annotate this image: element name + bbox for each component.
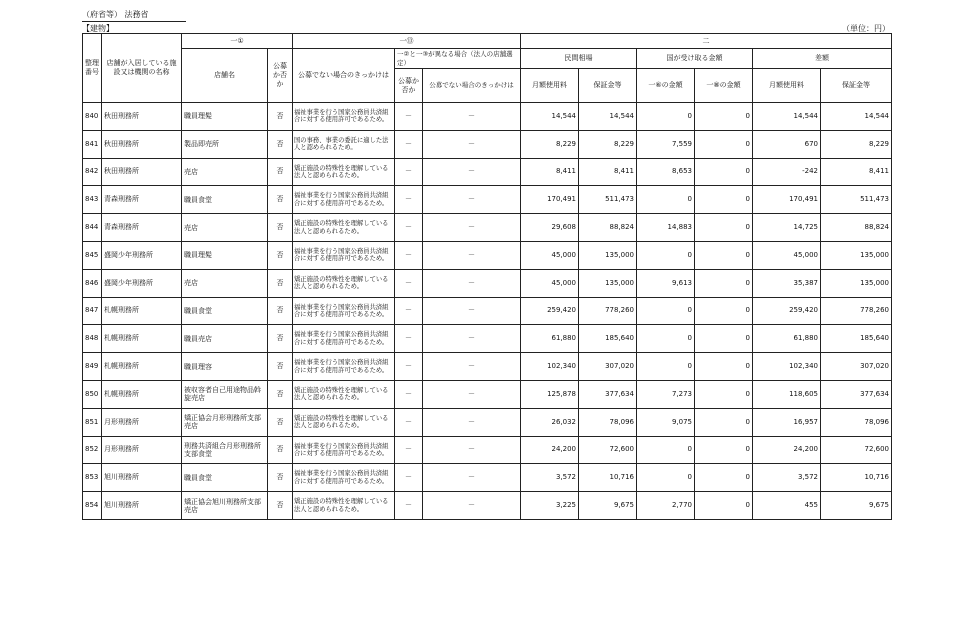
row-diff-deposit: 778,260	[821, 297, 892, 325]
row-public: 否	[268, 158, 293, 186]
row-diff-monthly: 670	[753, 130, 821, 158]
table-row	[83, 241, 892, 269]
row-amount8: 0	[695, 269, 753, 297]
row-shop: 職員食堂	[182, 297, 268, 325]
row-public: 否	[268, 408, 293, 436]
row-diff-deposit: 185,640	[821, 325, 892, 353]
row-no: 848	[83, 325, 102, 353]
row-diff-monthly: 14,725	[753, 214, 821, 242]
row-amount6: 8,653	[637, 158, 695, 186]
row-shop: 売店	[182, 269, 268, 297]
row-reason: 矯正施設の特殊性を理解している法人と認められるため。	[293, 380, 395, 408]
row-monthly: 45,000	[521, 269, 579, 297]
row-reason2: －	[423, 241, 521, 269]
row-reason: 福祉事業を行う国家公務員共済組合に対する使用許可であるため。	[293, 325, 395, 353]
row-public: 否	[268, 325, 293, 353]
row-diff-deposit: 14,544	[821, 103, 892, 131]
row-reason: 福祉事業を行う国家公務員共済組合に対する使用許可であるため。	[293, 297, 395, 325]
row-shop: 職員理容	[182, 353, 268, 381]
col-monthly: 月額使用料	[521, 69, 579, 103]
row-public2: －	[395, 436, 423, 464]
row-reason2: －	[423, 492, 521, 520]
row-monthly: 24,200	[521, 436, 579, 464]
row-shop: 矯正協会月形刑務所支部売店	[182, 408, 268, 436]
row-public: 否	[268, 492, 293, 520]
row-public2: －	[395, 214, 423, 242]
col-amount8: 一⑧の金額	[695, 69, 753, 103]
row-shop: 職員理髪	[182, 103, 268, 131]
row-amount8: 0	[695, 241, 753, 269]
row-reason2: －	[423, 158, 521, 186]
row-public: 否	[268, 297, 293, 325]
col-deposit: 保証金等	[579, 69, 637, 103]
row-diff-monthly: 24,200	[753, 436, 821, 464]
row-amount8: 0	[695, 158, 753, 186]
row-diff-monthly: 118,605	[753, 380, 821, 408]
row-deposit: 511,473	[579, 186, 637, 214]
row-reason: 矯正施設の特殊性を理解している法人と認められるため。	[293, 492, 395, 520]
row-public2: －	[395, 408, 423, 436]
row-reason: 矯正施設の特殊性を理解している法人と認められるため。	[293, 269, 395, 297]
row-amount8: 0	[695, 380, 753, 408]
row-diff-monthly: 61,880	[753, 325, 821, 353]
row-facility: 旭川刑務所	[102, 464, 182, 492]
row-reason: 福祉事業を行う国家公務員共済組合に対する使用許可であるため。	[293, 436, 395, 464]
col-market: 民間相場	[521, 49, 637, 69]
row-no: 844	[83, 214, 102, 242]
table-row	[83, 353, 892, 381]
row-public2: －	[395, 130, 423, 158]
col-national: 国が受け取る金額	[637, 49, 753, 69]
col-reason: 公募でない場合のきっかけは	[293, 49, 395, 103]
row-shop: 刑務共済組合月形刑務所支部食堂	[182, 436, 268, 464]
row-facility: 秋田刑務所	[102, 103, 182, 131]
row-facility: 札幌刑務所	[102, 297, 182, 325]
row-amount6: 0	[637, 186, 695, 214]
row-reason: 福祉事業を行う国家公務員共済組合に対する使用許可であるため。	[293, 103, 395, 131]
row-deposit: 185,640	[579, 325, 637, 353]
row-amount6: 7,273	[637, 380, 695, 408]
col-group-2: 二	[521, 34, 892, 49]
row-amount8: 0	[695, 214, 753, 242]
row-deposit: 8,411	[579, 158, 637, 186]
col-sub-23: 一②と一③が異なる場合（法人の店舗選定）	[395, 49, 521, 69]
row-diff-deposit: 88,824	[821, 214, 892, 242]
row-deposit: 8,229	[579, 130, 637, 158]
row-reason2: －	[423, 130, 521, 158]
row-no: 846	[83, 269, 102, 297]
table-row	[83, 214, 892, 242]
row-amount8: 0	[695, 325, 753, 353]
row-diff-deposit: 8,411	[821, 158, 892, 186]
row-monthly: 102,340	[521, 353, 579, 381]
row-facility: 月形刑務所	[102, 408, 182, 436]
row-amount6: 9,613	[637, 269, 695, 297]
row-amount6: 0	[637, 464, 695, 492]
row-no: 845	[83, 241, 102, 269]
col-facility: 店舗が入居している施設又は機関の名称	[102, 34, 182, 103]
row-shop: 職員売店	[182, 325, 268, 353]
table-row	[83, 130, 892, 158]
row-reason: 福祉事業を行う国家公務員共済組合に対する使用許可であるため。	[293, 464, 395, 492]
row-diff-deposit: 10,716	[821, 464, 892, 492]
col-reason2: 公募でない場合のきっかけは	[423, 69, 521, 103]
row-reason: 福祉事業を行う国家公務員共済組合に対する使用許可であるため。	[293, 241, 395, 269]
row-public: 否	[268, 241, 293, 269]
row-no: 840	[83, 103, 102, 131]
row-reason: 矯正施設の特殊性を理解している法人と認められるため。	[293, 408, 395, 436]
row-amount6: 7,559	[637, 130, 695, 158]
table-row	[83, 103, 892, 131]
row-no: 841	[83, 130, 102, 158]
row-deposit: 307,020	[579, 353, 637, 381]
row-deposit: 778,260	[579, 297, 637, 325]
row-public2: －	[395, 353, 423, 381]
row-diff-monthly: 3,572	[753, 464, 821, 492]
row-monthly: 26,032	[521, 408, 579, 436]
row-diff-monthly: 14,544	[753, 103, 821, 131]
row-amount6: 0	[637, 241, 695, 269]
row-no: 850	[83, 380, 102, 408]
row-shop: 職員理髪	[182, 241, 268, 269]
row-diff-monthly: 259,420	[753, 297, 821, 325]
row-diff-monthly: -242	[753, 158, 821, 186]
row-reason2: －	[423, 297, 521, 325]
row-deposit: 135,000	[579, 241, 637, 269]
row-reason2: －	[423, 408, 521, 436]
row-diff-monthly: 170,491	[753, 186, 821, 214]
row-public2: －	[395, 241, 423, 269]
row-shop: 被収容者自己用途物品斡旋売店	[182, 380, 268, 408]
row-public: 否	[268, 353, 293, 381]
unit-label: （単位：円）	[842, 24, 890, 33]
row-reason2: －	[423, 353, 521, 381]
row-amount8: 0	[695, 408, 753, 436]
row-diff-deposit: 72,600	[821, 436, 892, 464]
table-header	[83, 34, 892, 103]
row-deposit: 78,096	[579, 408, 637, 436]
row-diff-deposit: 511,473	[821, 186, 892, 214]
row-facility: 盛岡少年刑務所	[102, 269, 182, 297]
row-facility: 秋田刑務所	[102, 158, 182, 186]
table-row	[83, 408, 892, 436]
col-diff: 差額	[753, 49, 892, 69]
row-amount6: 14,883	[637, 214, 695, 242]
table-body	[83, 103, 892, 520]
row-reason2: －	[423, 103, 521, 131]
row-reason: 矯正施設の特殊性を理解している法人と認められるため。	[293, 158, 395, 186]
row-diff-monthly: 102,340	[753, 353, 821, 381]
row-monthly: 8,229	[521, 130, 579, 158]
row-deposit: 14,544	[579, 103, 637, 131]
row-monthly: 3,225	[521, 492, 579, 520]
ministry-label: （府省等） 法務省	[82, 9, 186, 22]
category-label: 【建物】	[82, 24, 114, 33]
row-public: 否	[268, 103, 293, 131]
row-no: 854	[83, 492, 102, 520]
row-diff-deposit: 8,229	[821, 130, 892, 158]
row-deposit: 377,634	[579, 380, 637, 408]
row-reason2: －	[423, 214, 521, 242]
row-reason: 矯正施設の特殊性を理解している法人と認められるため。	[293, 214, 395, 242]
row-no: 852	[83, 436, 102, 464]
row-facility: 札幌刑務所	[102, 380, 182, 408]
row-public2: －	[395, 269, 423, 297]
row-facility: 青森刑務所	[102, 186, 182, 214]
row-reason2: －	[423, 436, 521, 464]
row-amount6: 0	[637, 436, 695, 464]
row-monthly: 170,491	[521, 186, 579, 214]
row-facility: 秋田刑務所	[102, 130, 182, 158]
row-public2: －	[395, 186, 423, 214]
row-monthly: 61,880	[521, 325, 579, 353]
row-facility: 旭川刑務所	[102, 492, 182, 520]
row-amount6: 0	[637, 353, 695, 381]
row-no: 843	[83, 186, 102, 214]
row-amount8: 0	[695, 464, 753, 492]
row-public: 否	[268, 380, 293, 408]
row-amount8: 0	[695, 103, 753, 131]
table-row	[83, 436, 892, 464]
row-monthly: 29,608	[521, 214, 579, 242]
row-diff-monthly: 16,957	[753, 408, 821, 436]
row-amount8: 0	[695, 353, 753, 381]
col-shop: 店舗名	[182, 49, 268, 103]
row-reason2: －	[423, 325, 521, 353]
row-no: 853	[83, 464, 102, 492]
row-diff-deposit: 78,096	[821, 408, 892, 436]
row-reason: 福祉事業を行う国家公務員共済組合に対する使用許可であるため。	[293, 353, 395, 381]
row-deposit: 72,600	[579, 436, 637, 464]
row-public: 否	[268, 130, 293, 158]
row-shop: 職員食堂	[182, 464, 268, 492]
row-deposit: 88,824	[579, 214, 637, 242]
row-diff-deposit: 307,020	[821, 353, 892, 381]
row-diff-monthly: 455	[753, 492, 821, 520]
row-deposit: 135,000	[579, 269, 637, 297]
col-amount6: 一⑥の金額	[637, 69, 695, 103]
table-row	[83, 297, 892, 325]
row-amount8: 0	[695, 130, 753, 158]
row-amount6: 0	[637, 103, 695, 131]
row-diff-deposit: 135,000	[821, 269, 892, 297]
row-shop: 矯正協会旭川刑務所支部売店	[182, 492, 268, 520]
row-amount8: 0	[695, 297, 753, 325]
row-shop: 売店	[182, 214, 268, 242]
row-public2: －	[395, 380, 423, 408]
row-monthly: 259,420	[521, 297, 579, 325]
row-facility: 札幌刑務所	[102, 325, 182, 353]
row-public2: －	[395, 325, 423, 353]
row-facility: 月形刑務所	[102, 436, 182, 464]
row-monthly: 14,544	[521, 103, 579, 131]
row-monthly: 8,411	[521, 158, 579, 186]
table-row	[83, 325, 892, 353]
col-diff-deposit: 保証金等	[821, 69, 892, 103]
col-group-1: 一①	[182, 34, 293, 49]
row-deposit: 9,675	[579, 492, 637, 520]
row-reason2: －	[423, 186, 521, 214]
table-row	[83, 269, 892, 297]
row-diff-deposit: 377,634	[821, 380, 892, 408]
row-amount8: 0	[695, 436, 753, 464]
row-no: 849	[83, 353, 102, 381]
row-diff-monthly: 35,387	[753, 269, 821, 297]
row-monthly: 45,000	[521, 241, 579, 269]
row-diff-monthly: 45,000	[753, 241, 821, 269]
row-deposit: 10,716	[579, 464, 637, 492]
col-public: 公募か否か	[268, 49, 293, 103]
row-shop: 製品即売所	[182, 130, 268, 158]
row-amount8: 0	[695, 492, 753, 520]
row-public: 否	[268, 269, 293, 297]
row-amount6: 0	[637, 297, 695, 325]
row-reason: 福祉事業を行う国家公務員共済組合に対する使用許可であるため。	[293, 186, 395, 214]
col-diff-monthly: 月額使用料	[753, 69, 821, 103]
row-public2: －	[395, 158, 423, 186]
table-row	[83, 186, 892, 214]
row-monthly: 125,878	[521, 380, 579, 408]
row-facility: 青森刑務所	[102, 214, 182, 242]
table-row	[83, 492, 892, 520]
col-no: 整理番号	[83, 34, 102, 103]
row-amount8: 0	[695, 186, 753, 214]
row-no: 851	[83, 408, 102, 436]
row-monthly: 3,572	[521, 464, 579, 492]
row-reason2: －	[423, 269, 521, 297]
row-public: 否	[268, 214, 293, 242]
table-row	[83, 464, 892, 492]
row-amount6: 2,770	[637, 492, 695, 520]
row-amount6: 0	[637, 325, 695, 353]
row-public2: －	[395, 492, 423, 520]
row-facility: 札幌刑務所	[102, 353, 182, 381]
data-table	[82, 33, 892, 520]
col-group-13: 一⑬	[293, 34, 521, 49]
row-public2: －	[395, 103, 423, 131]
row-shop: 職員食堂	[182, 186, 268, 214]
row-diff-deposit: 9,675	[821, 492, 892, 520]
row-reason: 国の事務、事業の委託に適した法人と認められるため。	[293, 130, 395, 158]
row-amount6: 9,075	[637, 408, 695, 436]
row-public: 否	[268, 436, 293, 464]
row-public: 否	[268, 464, 293, 492]
row-no: 842	[83, 158, 102, 186]
row-no: 847	[83, 297, 102, 325]
row-public2: －	[395, 464, 423, 492]
row-reason2: －	[423, 380, 521, 408]
row-public: 否	[268, 186, 293, 214]
row-facility: 盛岡少年刑務所	[102, 241, 182, 269]
row-public2: －	[395, 297, 423, 325]
row-shop: 売店	[182, 158, 268, 186]
table-row	[83, 380, 892, 408]
table-row	[83, 158, 892, 186]
row-reason2: －	[423, 464, 521, 492]
col-public2: 公募か否か	[395, 69, 423, 103]
row-diff-deposit: 135,000	[821, 241, 892, 269]
